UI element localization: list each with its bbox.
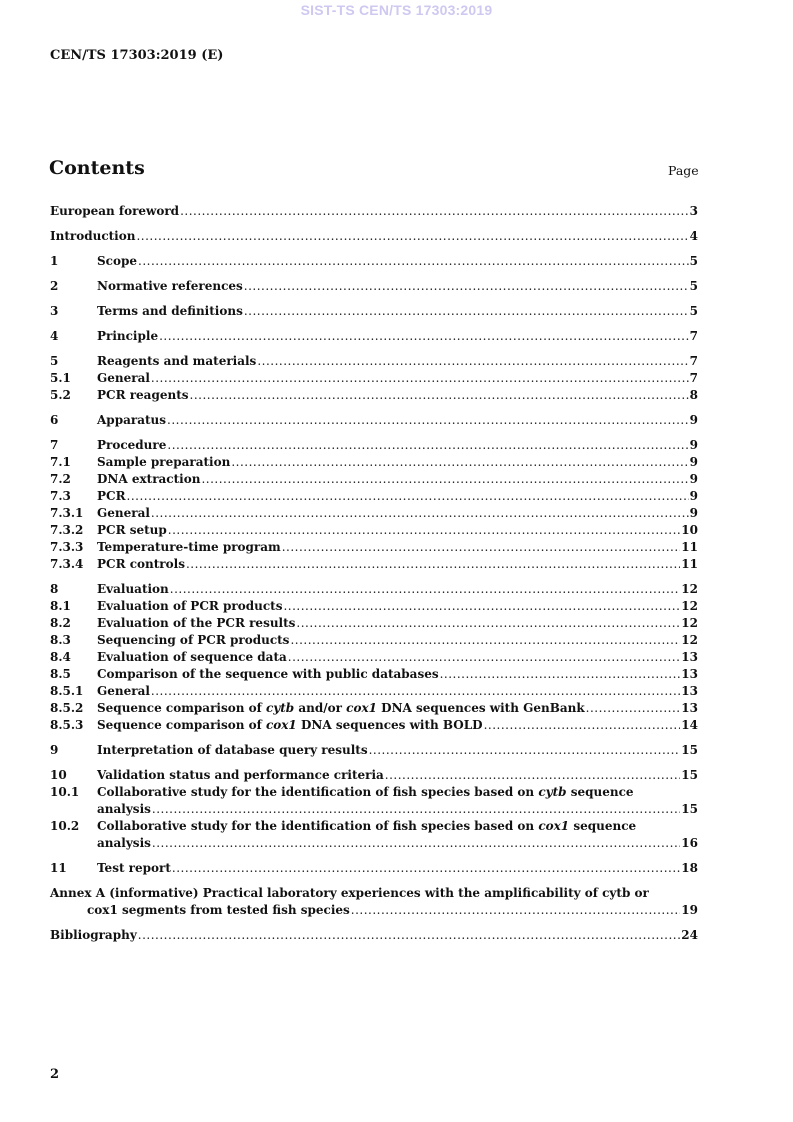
toc-entry-title: Collaborative study for the identification of fish species based on cox1 sequence <box>97 819 637 833</box>
toc-entry-title: Evaluation of the PCR results <box>97 616 296 630</box>
toc-entry-number: 5.2 <box>50 388 71 402</box>
toc-entry-title: Interpretation of database query results <box>97 743 368 757</box>
toc-entry-8-5-2[interactable] <box>50 700 698 717</box>
toc-entry-1[interactable] <box>50 253 698 270</box>
toc-entry-title: Procedure <box>97 438 167 452</box>
toc-entry-number: 7.3.1 <box>50 506 84 520</box>
contents-title: Contents <box>49 157 145 179</box>
toc-entry-title: Annex A (informative) Practical laboratory experiences with the amplificability of cytb or <box>50 886 649 900</box>
toc-entry-7-3-3[interactable] <box>50 539 698 556</box>
toc-entry-page: 12 <box>681 616 698 630</box>
toc-entry-title: PCR setup <box>97 523 167 537</box>
toc-entry-8-3[interactable] <box>50 632 698 649</box>
toc-entry-number: 5 <box>50 354 59 368</box>
toc-entry-number: 9 <box>50 743 59 757</box>
toc-entry-number: 7 <box>50 438 59 452</box>
toc-entry-page: 13 <box>681 667 698 681</box>
toc-entry-number: 3 <box>50 304 59 318</box>
toc-entry-number: 5.1 <box>50 371 71 385</box>
toc-entry-continuation: cox1 segments from tested fish species <box>87 903 350 917</box>
toc-entry-title: Apparatus <box>97 413 166 427</box>
toc-entry-8-5-3[interactable] <box>50 717 698 734</box>
toc-entry-10[interactable] <box>50 767 698 784</box>
toc-entry-7-3-4[interactable] <box>50 556 698 573</box>
toc-entry-page: 13 <box>681 684 698 698</box>
toc-entry-number: 8.1 <box>50 599 71 613</box>
toc-entry-page: 13 <box>681 650 698 664</box>
toc-entry-3[interactable] <box>50 303 698 320</box>
toc-entry-page: 11 <box>681 557 698 571</box>
toc-entry-5[interactable] <box>50 353 698 370</box>
toc-entry-7[interactable] <box>50 437 698 454</box>
toc-entry-page: 9 <box>689 506 698 520</box>
toc-entry-page: 24 <box>681 928 698 942</box>
page-number: 2 <box>50 1067 60 1082</box>
toc-entry-number: 2 <box>50 279 59 293</box>
toc-entry-page: 9 <box>689 413 698 427</box>
toc-entry-page: 9 <box>689 489 698 503</box>
toc-entry-number: 11 <box>50 861 67 875</box>
toc-entry-title: Introduction <box>50 229 136 243</box>
toc-entry-8-5-1[interactable] <box>50 683 698 700</box>
toc-entry-number: 8.5.3 <box>50 718 84 732</box>
toc-entry-7-3-2[interactable] <box>50 522 698 539</box>
toc-entry-title: Sequence comparison of cox1 DNA sequences with BOLD <box>97 718 483 732</box>
toc-entry-number: 7.2 <box>50 472 71 486</box>
toc-entry-page: 10 <box>681 523 698 537</box>
toc-entry-title: Sequence comparison of cytb and/or cox1 DNA sequences with GenBank <box>97 701 585 715</box>
toc-entry-number: 8.5.2 <box>50 701 84 715</box>
toc-entry-8-5[interactable] <box>50 666 698 683</box>
toc-entry-number: 10.2 <box>50 819 80 833</box>
toc-entry-page: 4 <box>689 229 698 243</box>
toc-entry-title: Temperature-time program <box>97 540 281 554</box>
toc-entry-title: General <box>97 506 150 520</box>
toc-entry-title: Scope <box>97 254 138 268</box>
toc-entry-page: 9 <box>689 438 698 452</box>
toc-entry-title: Terms and definitions <box>97 304 243 318</box>
toc-entry-number: 8 <box>50 582 59 596</box>
toc-entry-title: Test report <box>97 861 171 875</box>
toc-entry-page: 19 <box>681 903 698 917</box>
toc-entry-page: 9 <box>689 472 698 486</box>
toc-entry-8-4[interactable] <box>50 649 698 666</box>
toc-entry-number: 10 <box>50 768 67 782</box>
toc-entry-number: 8.5.1 <box>50 684 84 698</box>
toc-entry-page: 7 <box>689 354 698 368</box>
toc-entry-title: Sample preparation <box>97 455 231 469</box>
toc-entry-number: 4 <box>50 329 59 343</box>
toc-entry-page: 15 <box>681 768 698 782</box>
toc-entry-4[interactable] <box>50 328 698 345</box>
toc-entry-title: Principle <box>97 329 159 343</box>
toc-entry-7-3[interactable] <box>50 488 698 505</box>
toc-entry-8-1[interactable] <box>50 598 698 615</box>
toc-entry-page: 8 <box>689 388 698 402</box>
toc-entry-title: PCR reagents <box>97 388 189 402</box>
toc-entry-page: 13 <box>681 701 698 715</box>
toc-entry-number: 6 <box>50 413 59 427</box>
toc-entry-title: Reagents and materials <box>97 354 257 368</box>
toc-entry-title: Evaluation of sequence data <box>97 650 287 664</box>
toc-entry-continuation: analysis <box>97 836 151 850</box>
toc-entry-7-1[interactable] <box>50 454 698 471</box>
toc-entry-page: 18 <box>681 861 698 875</box>
toc-entry-page: 9 <box>689 455 698 469</box>
toc-entry-page: 5 <box>689 254 698 268</box>
toc-entry-8-2[interactable] <box>50 615 698 632</box>
toc-entry-foreword[interactable] <box>50 203 698 220</box>
toc-entry-page: 15 <box>681 743 698 757</box>
toc-entry-page: 5 <box>689 304 698 318</box>
toc-entry-number: 10.1 <box>50 785 80 799</box>
toc-entry-title: General <box>97 371 150 385</box>
toc-entry-5-2[interactable] <box>50 387 698 404</box>
toc-entry-title: Evaluation of PCR products <box>97 599 283 613</box>
toc-entry-introduction[interactable] <box>50 228 698 245</box>
toc-entry-9[interactable] <box>50 742 698 759</box>
toc-entry-title: PCR <box>97 489 126 503</box>
toc-entry-title: Bibliography <box>50 928 137 942</box>
toc-entry-annex-a[interactable] <box>50 885 698 919</box>
watermark: SIST-TS CEN/TS 17303:2019 <box>300 2 493 18</box>
toc-entry-number: 7.1 <box>50 455 71 469</box>
toc-entry-number: 8.3 <box>50 633 71 647</box>
toc-entry-page: 15 <box>681 802 698 816</box>
toc-entry-page: 7 <box>689 329 698 343</box>
toc-entry-title: General <box>97 684 150 698</box>
toc-entry-7-3-1[interactable] <box>50 505 698 522</box>
toc-entry-number: 8.5 <box>50 667 71 681</box>
toc-entry-6[interactable] <box>50 412 698 429</box>
toc-entry-number: 7.3.2 <box>50 523 84 537</box>
toc-entry-2[interactable] <box>50 278 698 295</box>
toc-entry-title: Comparison of the sequence with public databases <box>97 667 439 681</box>
toc-entry-bibliography[interactable] <box>50 927 698 944</box>
toc-entry-title: Validation status and performance criteria <box>97 768 384 782</box>
toc-entry-title: Normative references <box>97 279 243 293</box>
toc-entry-page: 11 <box>681 540 698 554</box>
toc-entry-number: 1 <box>50 254 59 268</box>
toc-entry-number: 7.3 <box>50 489 71 503</box>
toc-entry-5-1[interactable] <box>50 370 698 387</box>
toc-entry-page: 7 <box>689 371 698 385</box>
document-id: CEN/TS 17303:2019 (E) <box>50 48 224 63</box>
toc-entry-number: 7.3.3 <box>50 540 84 554</box>
toc-entry-number: 8.2 <box>50 616 71 630</box>
toc-entry-page: 12 <box>681 633 698 647</box>
toc-entry-title: European foreword <box>50 204 180 218</box>
toc-entry-page: 5 <box>689 279 698 293</box>
table-of-contents <box>50 203 698 944</box>
toc-entry-title: DNA extraction <box>97 472 201 486</box>
toc-entry-page: 14 <box>681 718 698 732</box>
page-column-label: Page <box>668 163 699 178</box>
toc-entry-title: Sequencing of PCR products <box>97 633 290 647</box>
toc-entry-10-2[interactable] <box>50 818 698 852</box>
toc-entry-7-2[interactable] <box>50 471 698 488</box>
toc-entry-10-1[interactable] <box>50 784 698 818</box>
toc-entry-title: Collaborative study for the identification of fish species based on cytb sequence <box>97 785 634 799</box>
toc-entry-title: PCR controls <box>97 557 185 571</box>
toc-entry-number: 7.3.4 <box>50 557 84 571</box>
toc-entry-11[interactable] <box>50 860 698 877</box>
toc-entry-page: 12 <box>681 582 698 596</box>
toc-entry-page: 3 <box>689 204 698 218</box>
toc-entry-page: 12 <box>681 599 698 613</box>
toc-entry-number: 8.4 <box>50 650 71 664</box>
toc-entry-continuation: analysis <box>97 802 151 816</box>
toc-entry-title: Evaluation <box>97 582 169 596</box>
toc-entry-page: 16 <box>681 836 698 850</box>
toc-entry-8[interactable] <box>50 581 698 598</box>
